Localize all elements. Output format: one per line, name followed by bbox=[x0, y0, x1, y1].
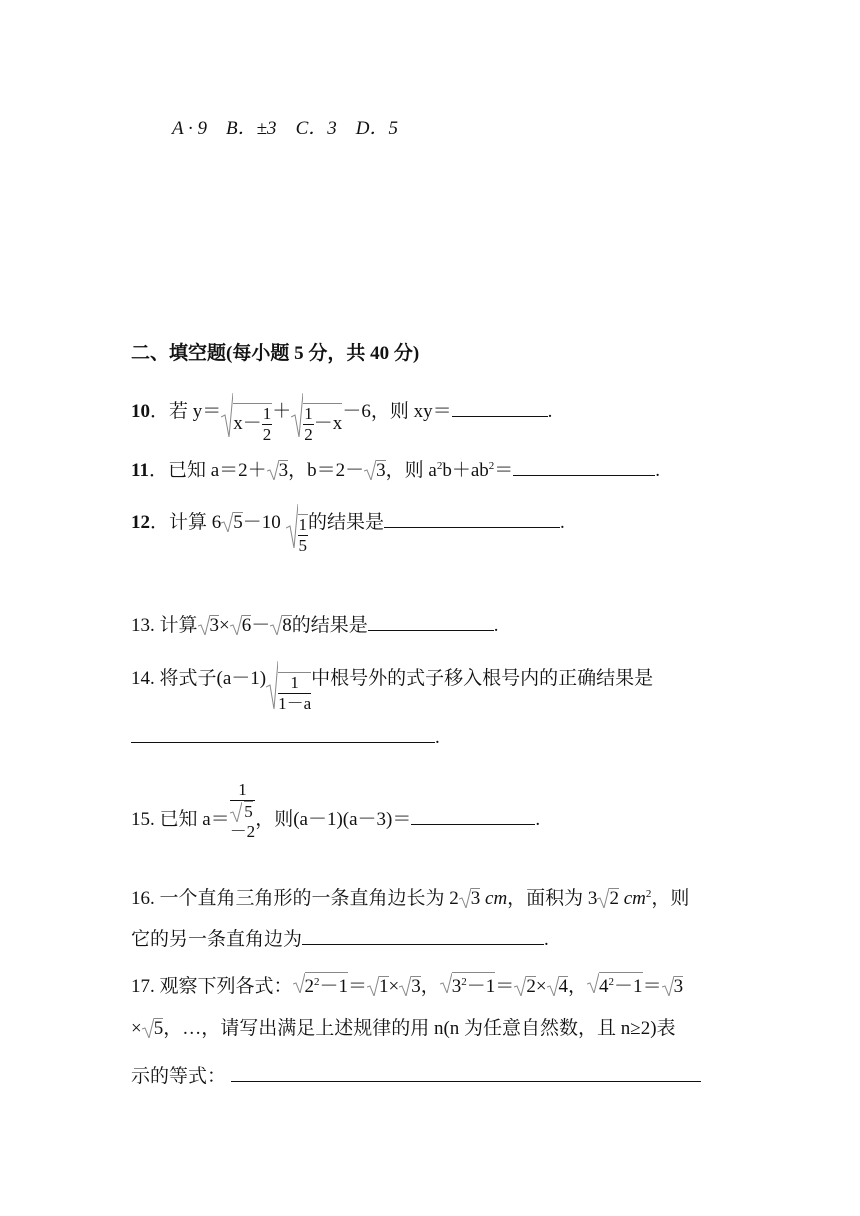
choice-a: A · 9 bbox=[172, 118, 208, 139]
q14-radical: $\frac{1}{1-a}$ bbox=[266, 672, 311, 714]
q11-radical-1: 3 bbox=[267, 459, 289, 483]
q10-radical-2: $\frac{1}{2}$ －x bbox=[291, 403, 342, 445]
q17-radical-9: 5 bbox=[142, 1017, 164, 1041]
q12-number: 12 bbox=[131, 512, 150, 533]
q15-number: 15. bbox=[131, 809, 160, 830]
q17-number: 17. bbox=[131, 976, 160, 997]
q12-period: . bbox=[560, 512, 565, 533]
question-15 bbox=[131, 780, 540, 842]
q16-answer-blank[interactable] bbox=[302, 926, 544, 945]
q11-period: . bbox=[655, 460, 661, 481]
q15-text-after: ，则(a－1)(a－3)＝ bbox=[255, 809, 412, 830]
q11-text-after: ，则 a bbox=[385, 460, 437, 481]
q14-period: . bbox=[435, 727, 440, 748]
q12-radical-2: $\frac{1}{5}$ bbox=[286, 514, 309, 556]
question-13: 13. 计算 3× 6－ 8的结果是 . bbox=[131, 612, 499, 638]
q12-text-mid: －10 bbox=[242, 512, 281, 533]
q15-fraction: 1 5 －2 bbox=[229, 780, 256, 841]
q13-period: . bbox=[493, 615, 499, 636]
q16-radical-1: 3 bbox=[459, 887, 481, 911]
question-14-line2 bbox=[131, 724, 440, 750]
q17-radical-2: 1 bbox=[367, 975, 389, 999]
q15-answer-blank[interactable] bbox=[411, 806, 535, 825]
question-17-line3 bbox=[131, 1063, 701, 1089]
q16-radical-2: 2 bbox=[597, 887, 619, 911]
question-16-line2 bbox=[131, 926, 549, 952]
q14-text: 将式子(a－1) bbox=[159, 668, 267, 689]
question-10: 10．若 y＝ x－ $\frac{1}{2}$ ＋ $\frac{1}{2}$ －x－6，则 xy＝ . bbox=[131, 398, 552, 445]
q17-radical-5: 2 bbox=[514, 975, 536, 999]
q12-answer-blank[interactable] bbox=[384, 509, 560, 528]
q16-text-mid: ，面积为 3 bbox=[507, 888, 598, 909]
q11-answer-blank[interactable] bbox=[513, 457, 655, 476]
question-16: 16. 一个直角三角形的一条直角边长为 2 3 cm，面积为 3 2 $cm^2$，则 bbox=[131, 888, 690, 909]
q15-text: 已知 a＝ bbox=[159, 809, 230, 830]
q13-text: 计算 bbox=[159, 615, 198, 636]
q13-radical-1: 3 bbox=[198, 614, 220, 638]
q17-radical-8: 3 bbox=[662, 975, 684, 999]
q10-radical-1: x－ $\frac{1}{2}$ bbox=[221, 403, 272, 445]
q17-radical-6: 4 bbox=[547, 975, 569, 999]
q17-radical-7: $4^2-1$ bbox=[587, 972, 643, 999]
q17-radical-3: 3 bbox=[399, 975, 421, 999]
q11-text-mid: ，b＝2－ bbox=[288, 460, 365, 481]
q17-text-line2: ，…，请写出满足上述规律的用 n(n 为任意自然数，且 n≥2)表 bbox=[163, 1018, 676, 1039]
q16-text-line2: 它的另一条直角边为 bbox=[131, 929, 303, 950]
q10-text: ．若 y＝ bbox=[150, 401, 222, 422]
q13-radical-3: 8 bbox=[270, 614, 292, 638]
q14-text-after: 中根号外的式子移入根号内的正确结果是 bbox=[311, 668, 654, 689]
question-17: 17. 观察下列各式： $2^2-1=$ 1× 3， $3^2-1=$ 2× 4， $4^2-1=$ 3 bbox=[131, 972, 683, 999]
q16-period: . bbox=[544, 929, 549, 950]
question-17-line2: × 5，…，请写出满足上述规律的用 n(n 为任意自然数，且 n≥2)表 bbox=[131, 1018, 676, 1039]
q13-radical-2: 6 bbox=[230, 614, 252, 638]
q12-text-after: 的结果是 bbox=[308, 512, 385, 533]
q13-text-after: 的结果是 bbox=[291, 615, 368, 636]
q14-answer-blank[interactable] bbox=[131, 724, 435, 743]
q17-answer-blank[interactable] bbox=[231, 1063, 701, 1082]
q12-text: ．计算 6 bbox=[150, 512, 222, 533]
choice-b: B．±3 bbox=[226, 118, 277, 139]
q15-period: . bbox=[535, 809, 541, 830]
q11-radical-2: 3 bbox=[364, 459, 386, 483]
question-11: 11．已知 a＝2＋ 3，b＝2－ 3，则 $a^2b+ab^2=$ . bbox=[131, 454, 660, 483]
q10-text-after: ，则 xy＝ bbox=[370, 401, 452, 422]
question-14 bbox=[131, 667, 653, 714]
q14-number: 14. bbox=[131, 668, 160, 689]
q11-text-after-2: b＋ab bbox=[442, 460, 489, 481]
q16-text: 一个直角三角形的一条直角边长为 2 bbox=[159, 888, 459, 909]
q13-number: 13. bbox=[131, 615, 160, 636]
q17-radical-1: $2^2-1$ bbox=[293, 972, 349, 999]
q16-number: 16. bbox=[131, 888, 160, 909]
section-heading: 二、填空题(每小题 5 分，共 40 分) bbox=[131, 343, 420, 364]
q13-answer-blank[interactable] bbox=[368, 612, 494, 631]
q11-text: ．已知 a＝2＋ bbox=[148, 460, 267, 481]
q16-text-after: ，则 bbox=[651, 888, 690, 909]
q16-unit-2: cm bbox=[623, 888, 646, 909]
choice-line bbox=[172, 117, 398, 141]
question-12 bbox=[131, 509, 565, 556]
q12-radical-1: 5 bbox=[221, 511, 243, 535]
q10-period: . bbox=[547, 401, 553, 422]
q10-answer-blank[interactable] bbox=[452, 398, 548, 417]
q11-number: 11 bbox=[131, 460, 149, 481]
choice-c: C．3 bbox=[295, 118, 337, 139]
q17-text-line3: 示的等式： bbox=[131, 1066, 227, 1087]
q11-equals: ＝ bbox=[494, 460, 514, 481]
choice-d: D．5 bbox=[355, 118, 398, 139]
q17-text: 观察下列各式： bbox=[159, 976, 293, 997]
q10-number: 10 bbox=[131, 401, 150, 422]
q16-unit-1: cm bbox=[485, 888, 508, 909]
q17-radical-4: $3^2-1$ bbox=[440, 972, 496, 999]
